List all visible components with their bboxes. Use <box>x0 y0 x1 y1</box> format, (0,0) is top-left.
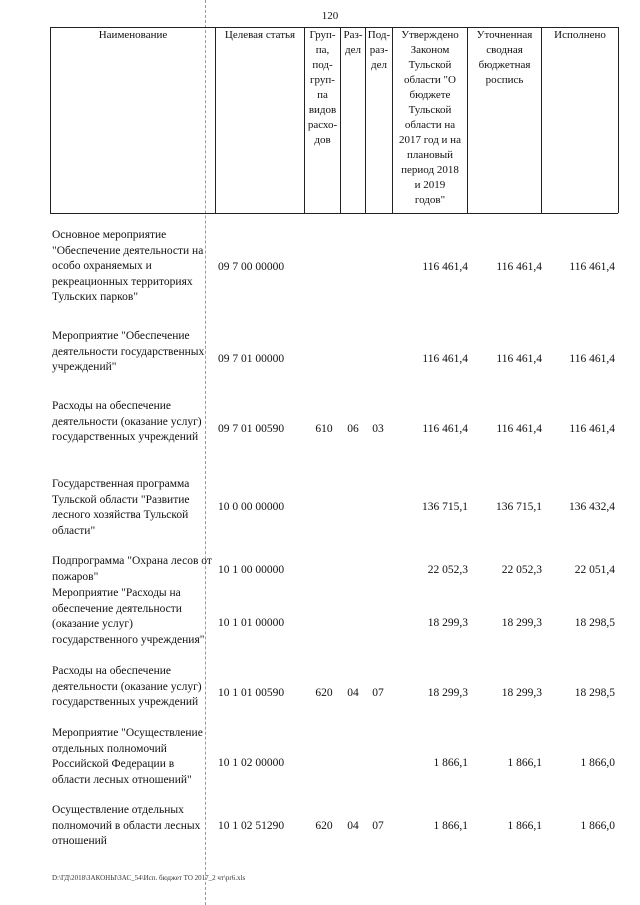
row-name: Осуществление отдельных полномочий в области лесных отношений <box>52 804 201 847</box>
row-refined: 1 866,1 <box>507 820 542 832</box>
row-executed: 1 866,0 <box>580 757 615 769</box>
row-approved: 22 052,3 <box>427 564 468 576</box>
row-refined: 22 052,3 <box>501 564 542 576</box>
row-approved: 116 461,4 <box>422 353 468 365</box>
header-target: Целевая статья <box>224 29 296 41</box>
header-subsection: Под- раз- дел <box>367 29 391 71</box>
header-executed: Исполнено <box>554 29 606 41</box>
row-code: 09 7 01 00590 <box>218 423 285 435</box>
header-refined: Уточненная сводная бюджетная роспись <box>476 29 533 86</box>
row-code: 10 1 01 00590 <box>218 687 285 699</box>
row-approved: 116 461,4 <box>422 261 468 273</box>
row-name: Мероприятие "Обеспечение деятельности государственных учреждений" <box>52 330 205 373</box>
header-approved: Утверждено Законом Тульской области "О бюджете Тульской области на 2017 год и на плановый период 2018 и 2019 годов" <box>399 29 461 206</box>
row-code: 09 7 00 00000 <box>218 261 285 273</box>
row-refined: 18 299,3 <box>501 687 542 699</box>
row-approved: 18 299,3 <box>427 687 468 699</box>
row-code: 10 0 00 00000 <box>218 501 285 513</box>
row-refined: 18 299,3 <box>501 617 542 629</box>
row-name: Подпрограмма "Охрана лесов от пожаров" <box>52 555 212 583</box>
row-approved: 1 866,1 <box>433 757 468 769</box>
row-group: 620 <box>315 687 333 699</box>
row-section: 04 <box>347 687 359 699</box>
row-group: 610 <box>315 423 333 435</box>
row-approved: 18 299,3 <box>427 617 468 629</box>
row-subsection: 07 <box>372 687 384 699</box>
row-name: Расходы на обеспечение деятельности (оказание услуг) государственных учреждений <box>52 400 202 443</box>
row-refined: 1 866,1 <box>507 757 542 769</box>
row-executed: 18 298,5 <box>574 687 615 699</box>
row-executed: 136 432,4 <box>569 501 615 513</box>
row-approved: 1 866,1 <box>433 820 468 832</box>
row-executed: 1 866,0 <box>580 820 615 832</box>
row-group: 620 <box>315 820 333 832</box>
file-path-footer: D:\ГД\2018\ЗАКОНЫ\ЗАС_54\Исп. бюджет ТО 2017_2 чт\pr6.xls <box>52 874 246 882</box>
row-section: 06 <box>347 423 359 435</box>
row-code: 10 1 00 00000 <box>218 564 285 576</box>
row-approved: 136 715,1 <box>422 501 468 513</box>
row-executed: 116 461,4 <box>569 261 615 273</box>
row-code: 10 1 02 51290 <box>218 820 285 832</box>
row-approved: 116 461,4 <box>422 423 468 435</box>
row-executed: 116 461,4 <box>569 423 615 435</box>
row-name: Основное мероприятие "Обеспечение деятельности на особо охраняемых и рекреационных территориях Тульских парков" <box>52 229 204 303</box>
row-subsection: 03 <box>372 423 384 435</box>
row-refined: 136 715,1 <box>496 501 542 513</box>
row-executed: 116 461,4 <box>569 353 615 365</box>
row-executed: 22 051,4 <box>574 564 615 576</box>
header-group: Груп- па, под- груп- па видов расхо- дов <box>307 29 338 146</box>
row-executed: 18 298,5 <box>574 617 615 629</box>
row-name: Мероприятие "Расходы на обеспечение деятельности (оказание услуг) государственного учреждения" <box>52 587 205 646</box>
row-name: Государственная программа Тульской области "Развитие лесного хозяйства Тульской области" <box>52 478 190 537</box>
header-section: Раз- дел <box>343 29 363 56</box>
header-name: Наименование <box>98 29 168 41</box>
row-code: 09 7 01 00000 <box>218 353 285 365</box>
page-number: 120 <box>321 10 339 22</box>
row-refined: 116 461,4 <box>496 353 542 365</box>
row-code: 10 1 02 00000 <box>218 757 285 769</box>
row-subsection: 07 <box>372 820 384 832</box>
row-code: 10 1 01 00000 <box>218 617 285 629</box>
row-refined: 116 461,4 <box>496 423 542 435</box>
row-name: Мероприятие "Осуществление отдельных полномочий Российской Федерации в области лесных отношений" <box>52 727 203 786</box>
row-name: Расходы на обеспечение деятельности (оказание услуг) государственных учреждений <box>52 665 202 708</box>
row-refined: 116 461,4 <box>496 261 542 273</box>
row-section: 04 <box>347 820 359 832</box>
